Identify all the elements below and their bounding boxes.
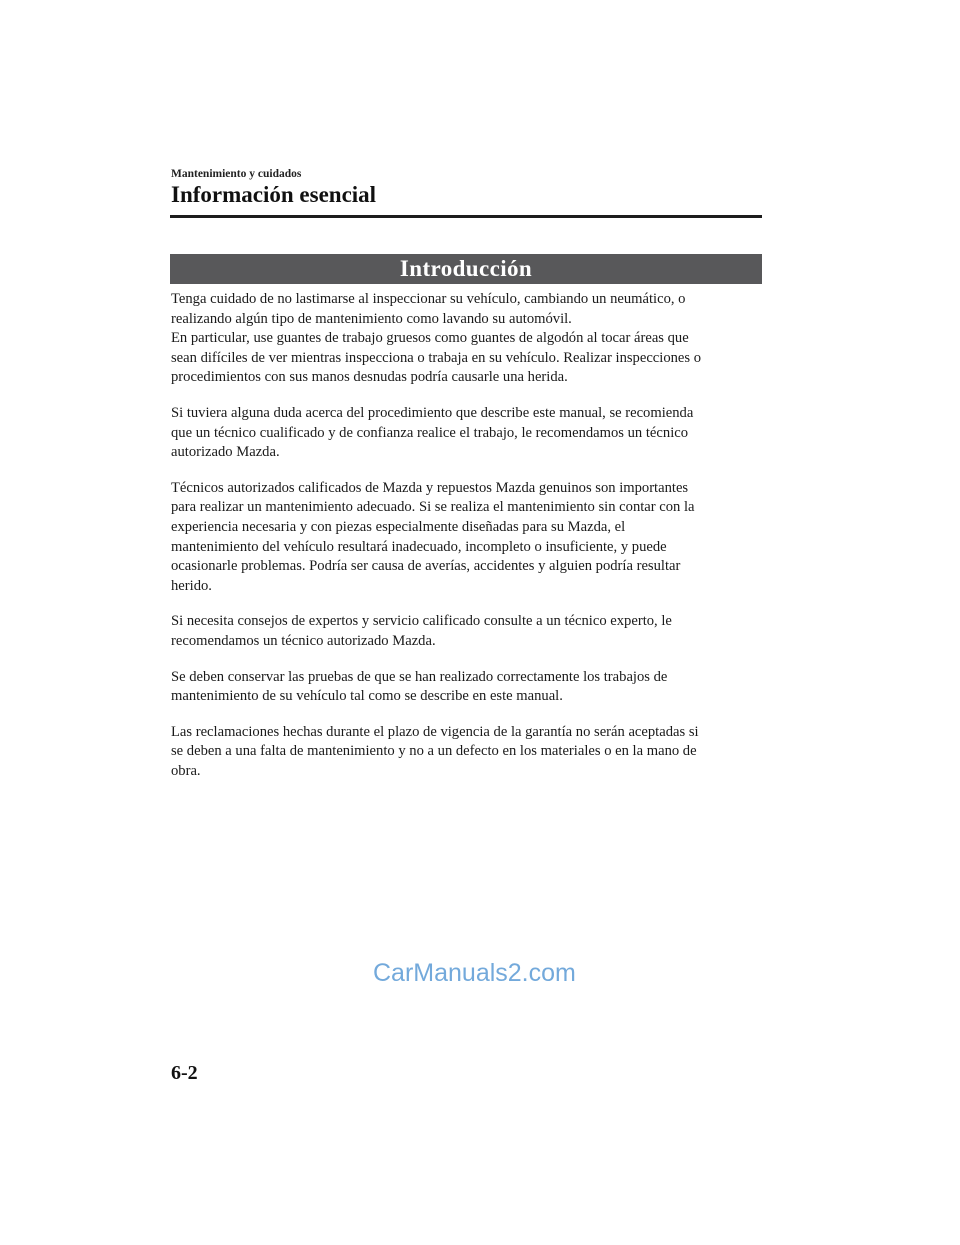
paragraph <box>171 668 763 707</box>
banner-title: Introducción <box>399 256 533 281</box>
text-line: Técnicos autorizados calificados de Mazda y repuestos Mazda genuinos son importantes <box>171 479 689 496</box>
introduction-banner <box>170 254 762 284</box>
text-line: para realizar un mantenimiento adecuado. Si se realiza el mantenimiento sin contar con la <box>171 499 695 516</box>
text-line: recomendamos un técnico autorizado Mazda. <box>171 632 436 649</box>
text-line: sean difíciles de ver mientras inspecciona o trabaja en su vehículo. Realizar inspecciones o <box>171 349 702 366</box>
text-line: Si tuviera alguna duda acerca del procedimiento que describe este manual, se recomienda <box>171 404 694 421</box>
header-divider <box>170 215 762 218</box>
text-line: herido. <box>171 577 212 594</box>
text-line: ocasionarle problemas. Podría ser causa de averías, accidentes y alguien podría resultar <box>171 558 681 575</box>
text-line: que un técnico cualificado y de confianza realice el trabajo, le recomendamos un técnico <box>171 424 689 441</box>
body-text <box>171 290 763 797</box>
page-number: 6-2 <box>171 1062 198 1084</box>
section-title: Información esencial <box>171 182 377 207</box>
text-line: realizando algún tipo de mantenimiento como lavando su automóvil. <box>171 310 572 327</box>
paragraph <box>171 290 763 388</box>
text-line: Si necesita consejos de expertos y servicio calificado consulte a un técnico experto, le <box>171 613 672 630</box>
paragraph <box>171 479 763 597</box>
text-line: Las reclamaciones hechas durante el plazo de vigencia de la garantía no serán aceptadas si <box>171 723 699 740</box>
text-line: mantenimiento del vehículo resultará inadecuado, incompleto o insuficiente, y puede <box>171 538 667 555</box>
text-line: autorizado Mazda. <box>171 444 280 461</box>
watermark-link[interactable]: CarManuals2.com <box>373 959 576 987</box>
text-line: mantenimiento de su vehículo tal como se describe en este manual. <box>171 688 563 705</box>
text-line: se deben a una falta de mantenimiento y no a un defecto en los materiales o en la mano de <box>171 743 697 760</box>
paragraph <box>171 723 763 782</box>
chapter-label: Mantenimiento y cuidados <box>171 168 302 180</box>
paragraph <box>171 612 763 651</box>
text-line: obra. <box>171 762 201 779</box>
text-line: Se deben conservar las pruebas de que se han realizado correctamente los trabajos de <box>171 668 668 685</box>
paragraph <box>171 404 763 463</box>
text-line: En particular, use guantes de trabajo gruesos como guantes de algodón al tocar áreas que <box>171 330 689 347</box>
text-line: procedimientos con sus manos desnudas podría causarle una herida. <box>171 369 568 386</box>
text-line: experiencia necesaria y con piezas especialmente diseñadas para su Mazda, el <box>171 518 626 535</box>
text-line: Tenga cuidado de no lastimarse al inspeccionar su vehículo, cambiando un neumático, o <box>171 291 686 307</box>
